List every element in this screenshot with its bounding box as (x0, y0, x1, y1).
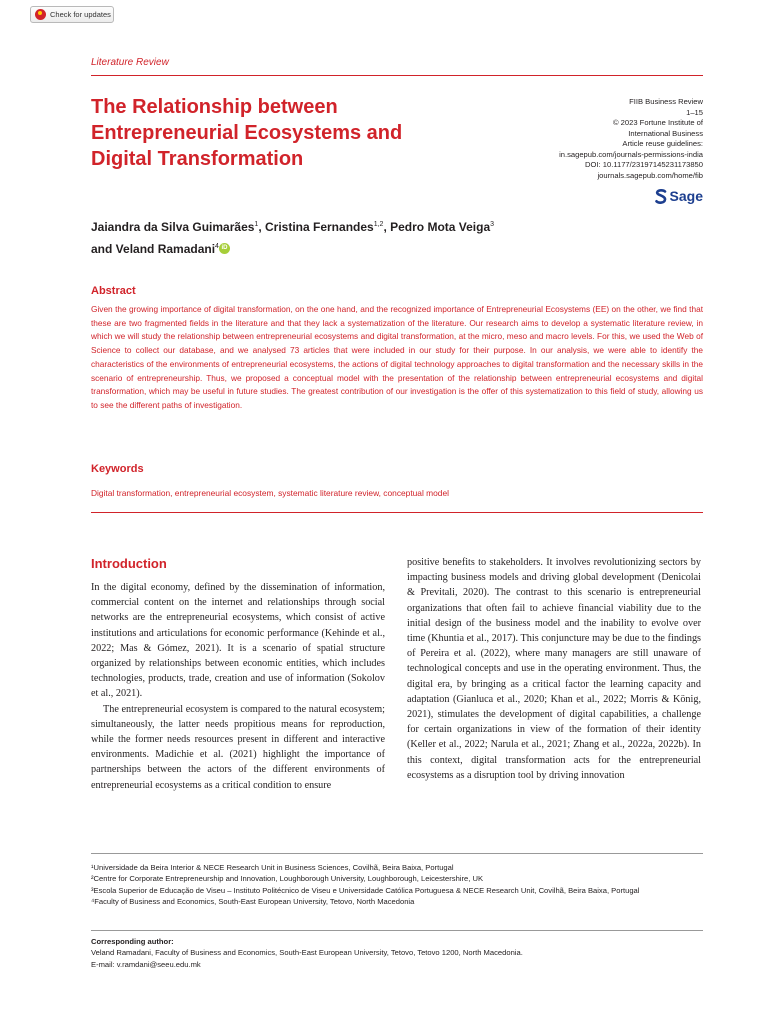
author-separator: , (258, 220, 265, 234)
check-for-updates-label: Check for updates (50, 10, 111, 19)
affiliation-ref: 1 (254, 221, 259, 228)
article-title: The Relationship between Entrepreneurial Ecosystems and Digital Transformation (91, 96, 403, 170)
author-separator: , (383, 220, 391, 234)
keywords-text: Digital transformation, entrepreneurial ecosystem, systematic literature review, conceptual model (91, 488, 449, 498)
copyright-line: © 2023 Fortune Institute of (612, 118, 703, 127)
abstract-text: Given the growing importance of digital transformation, on the one hand, and the recognized importance of Entrepreneurial Ecosystems (EE) on the other, we find that these are two fragmented fields in the literature and that they lack a systematization of the literature. Our research aims to develop a systematic literature review, in which we will study the relationship between entrepreneurial ecosystems and digital transformation, at the micro, meso and macro levels. For this, we used the Web of Science to collect our database, and we analysed 73 articles that were included in our study for their purpose. In our analysis, we were able to identify the characteristics of the environments of entrepreneurial ecosystems, the actions of digital technology approaches to digital transformation and the necessary skills in the scenario of entrepreneurship. Thus, we proposed a conceptual model with the presentation of the relationship between entrepreneurial ecosystems and digital transformation, which may be useful in future studies. The greatest contribution of our investigation is the offer of this systematization to this field of study, allowing us to see the different paths of investigation. (91, 304, 703, 410)
sage-s-icon (655, 189, 667, 204)
corresponding-author-email[interactable]: E-mail: v.ramdani@seeu.edu.mk (91, 959, 201, 969)
body-column-left (91, 580, 385, 793)
body-paragraph: positive benefits to stakeholders. It involves revolutionizing sectors by impacting business models and driving global development (Denicolai & Previtali, 2020). The contrast to this scenario is entrepreneurial organizations that often fail to achieve financial viability due to the initial design of the business model and the inability to evolve over time (Khuntia et al., 2017). This conjuncture may be due to the findings of Pereira et al. (2022), where many managers are still unaware of technological concepts and use in the operating environment. Thus, the digital era, by bringing as a critical factor the learning capacity and adaptation (Gianluca et al., 2020; Khan et al., 2022; Morris & König, 2021), stimulates the development of digital capabilities, a challenge for certain organizations in view of the formation of their identity (Keller et al., 2022; Narula et al., 2021; Zhang et al., 2022a, 2022b). In this context, digital transformation acts for the entrepreneurial ecosystems as a disruption tool by driving innovation (407, 557, 701, 781)
body-paragraph: The entrepreneurial ecosystem is compared to the natural ecosystem; simultaneously, the latter needs propitious means for reproduction, while the former needs resources present in different and interactive environments. Madichie et al. (2021) highlight the importance of partnerships between the actors of the different environments of entrepreneurial ecosystems as a critical condition to ensure (91, 703, 385, 791)
author-line-2 (91, 237, 651, 259)
reuse-guidelines-label: Article reuse guidelines: (622, 139, 703, 148)
affiliation-item: ³Escola Superior de Educação de Viseu – Instituto Politécnico de Viseu e Universidade Católica Portuguesa & NECE Research Unit, Covilhã, Beira Baixa, Portugal (91, 885, 640, 895)
affiliation-ref: 3 (490, 221, 495, 228)
corresponding-author-heading: Corresponding author: (91, 937, 174, 946)
orcid-icon[interactable]: iD (219, 243, 230, 254)
affiliation-item: ¹Universidade da Beira Interior & NECE Research Unit in Business Sciences, Covilhã, Beira Baixa, Portugal (91, 863, 454, 872)
sage-logo (655, 188, 703, 204)
section-divider (91, 512, 703, 513)
abstract-section (91, 285, 703, 413)
corresponding-author-block (91, 936, 703, 970)
abstract-heading: Abstract (91, 285, 136, 297)
crossmark-icon (35, 9, 46, 20)
corresponding-author-address: Veland Ramadani, Faculty of Business and Economics, South-East European University, Tetovo, Tetovo 1200, North Macedonia. (91, 948, 523, 958)
author-name[interactable]: Cristina Fernandes (265, 220, 374, 234)
author-name[interactable]: Pedro Mota Veiga (390, 220, 491, 234)
doi[interactable]: DOI: 10.1177/23197145231173850 (585, 160, 703, 169)
copyright-holder: International Business (628, 128, 703, 138)
author-line-1 (91, 215, 651, 237)
author-name[interactable]: Veland Ramadani (115, 242, 216, 256)
journal-homepage-link[interactable]: journals.sagepub.com/home/fib (597, 170, 703, 180)
article-type: Literature Review (91, 57, 169, 68)
affiliation-ref: 1,2 (373, 221, 384, 228)
body-paragraph: In the digital economy, defined by the dissemination of information, commercial content on the internet and relationships through social networks are the entrepreneurial ecosystems, which consist of active institutions and articulations for economic performance (Kehinde et al., 2022; Mas & Gómez, 2021). It is a scenario of spatial structure organized by relationships between economic entities, which includes technologies, products, trade, creation and use of information (Sokolov et al., 2021). (91, 582, 385, 700)
check-for-updates-button[interactable] (30, 6, 114, 23)
header-divider (91, 75, 703, 76)
author-conjunction: and (91, 242, 116, 256)
keywords-heading: Keywords (91, 463, 144, 475)
corresponding-divider (91, 930, 703, 931)
affiliation-footnotes (91, 862, 703, 907)
author-list (91, 215, 651, 259)
affiliation-item: ²Centre for Corporate Entrepreneurship and Innovation, Loughborough University, Loughborough, Leicestershire, UK (91, 874, 484, 884)
journal-name: FIIB Business Review (629, 97, 703, 106)
body-column-right (407, 555, 701, 783)
affiliation-item: ⁴Faculty of Business and Economics, South-East European University, Tetovo, North Macedonia (91, 896, 415, 906)
author-name[interactable]: Jaiandra da Silva Guimarães (91, 220, 255, 234)
sage-wordmark: Sage (669, 188, 703, 204)
page-range: 1–15 (686, 107, 703, 117)
affiliation-ref: 4 (215, 243, 219, 250)
journal-info (473, 97, 703, 181)
footnote-divider (91, 853, 703, 854)
reuse-guidelines-link[interactable]: in.sagepub.com/journals-permissions-india (559, 149, 703, 159)
introduction-heading: Introduction (91, 556, 167, 571)
